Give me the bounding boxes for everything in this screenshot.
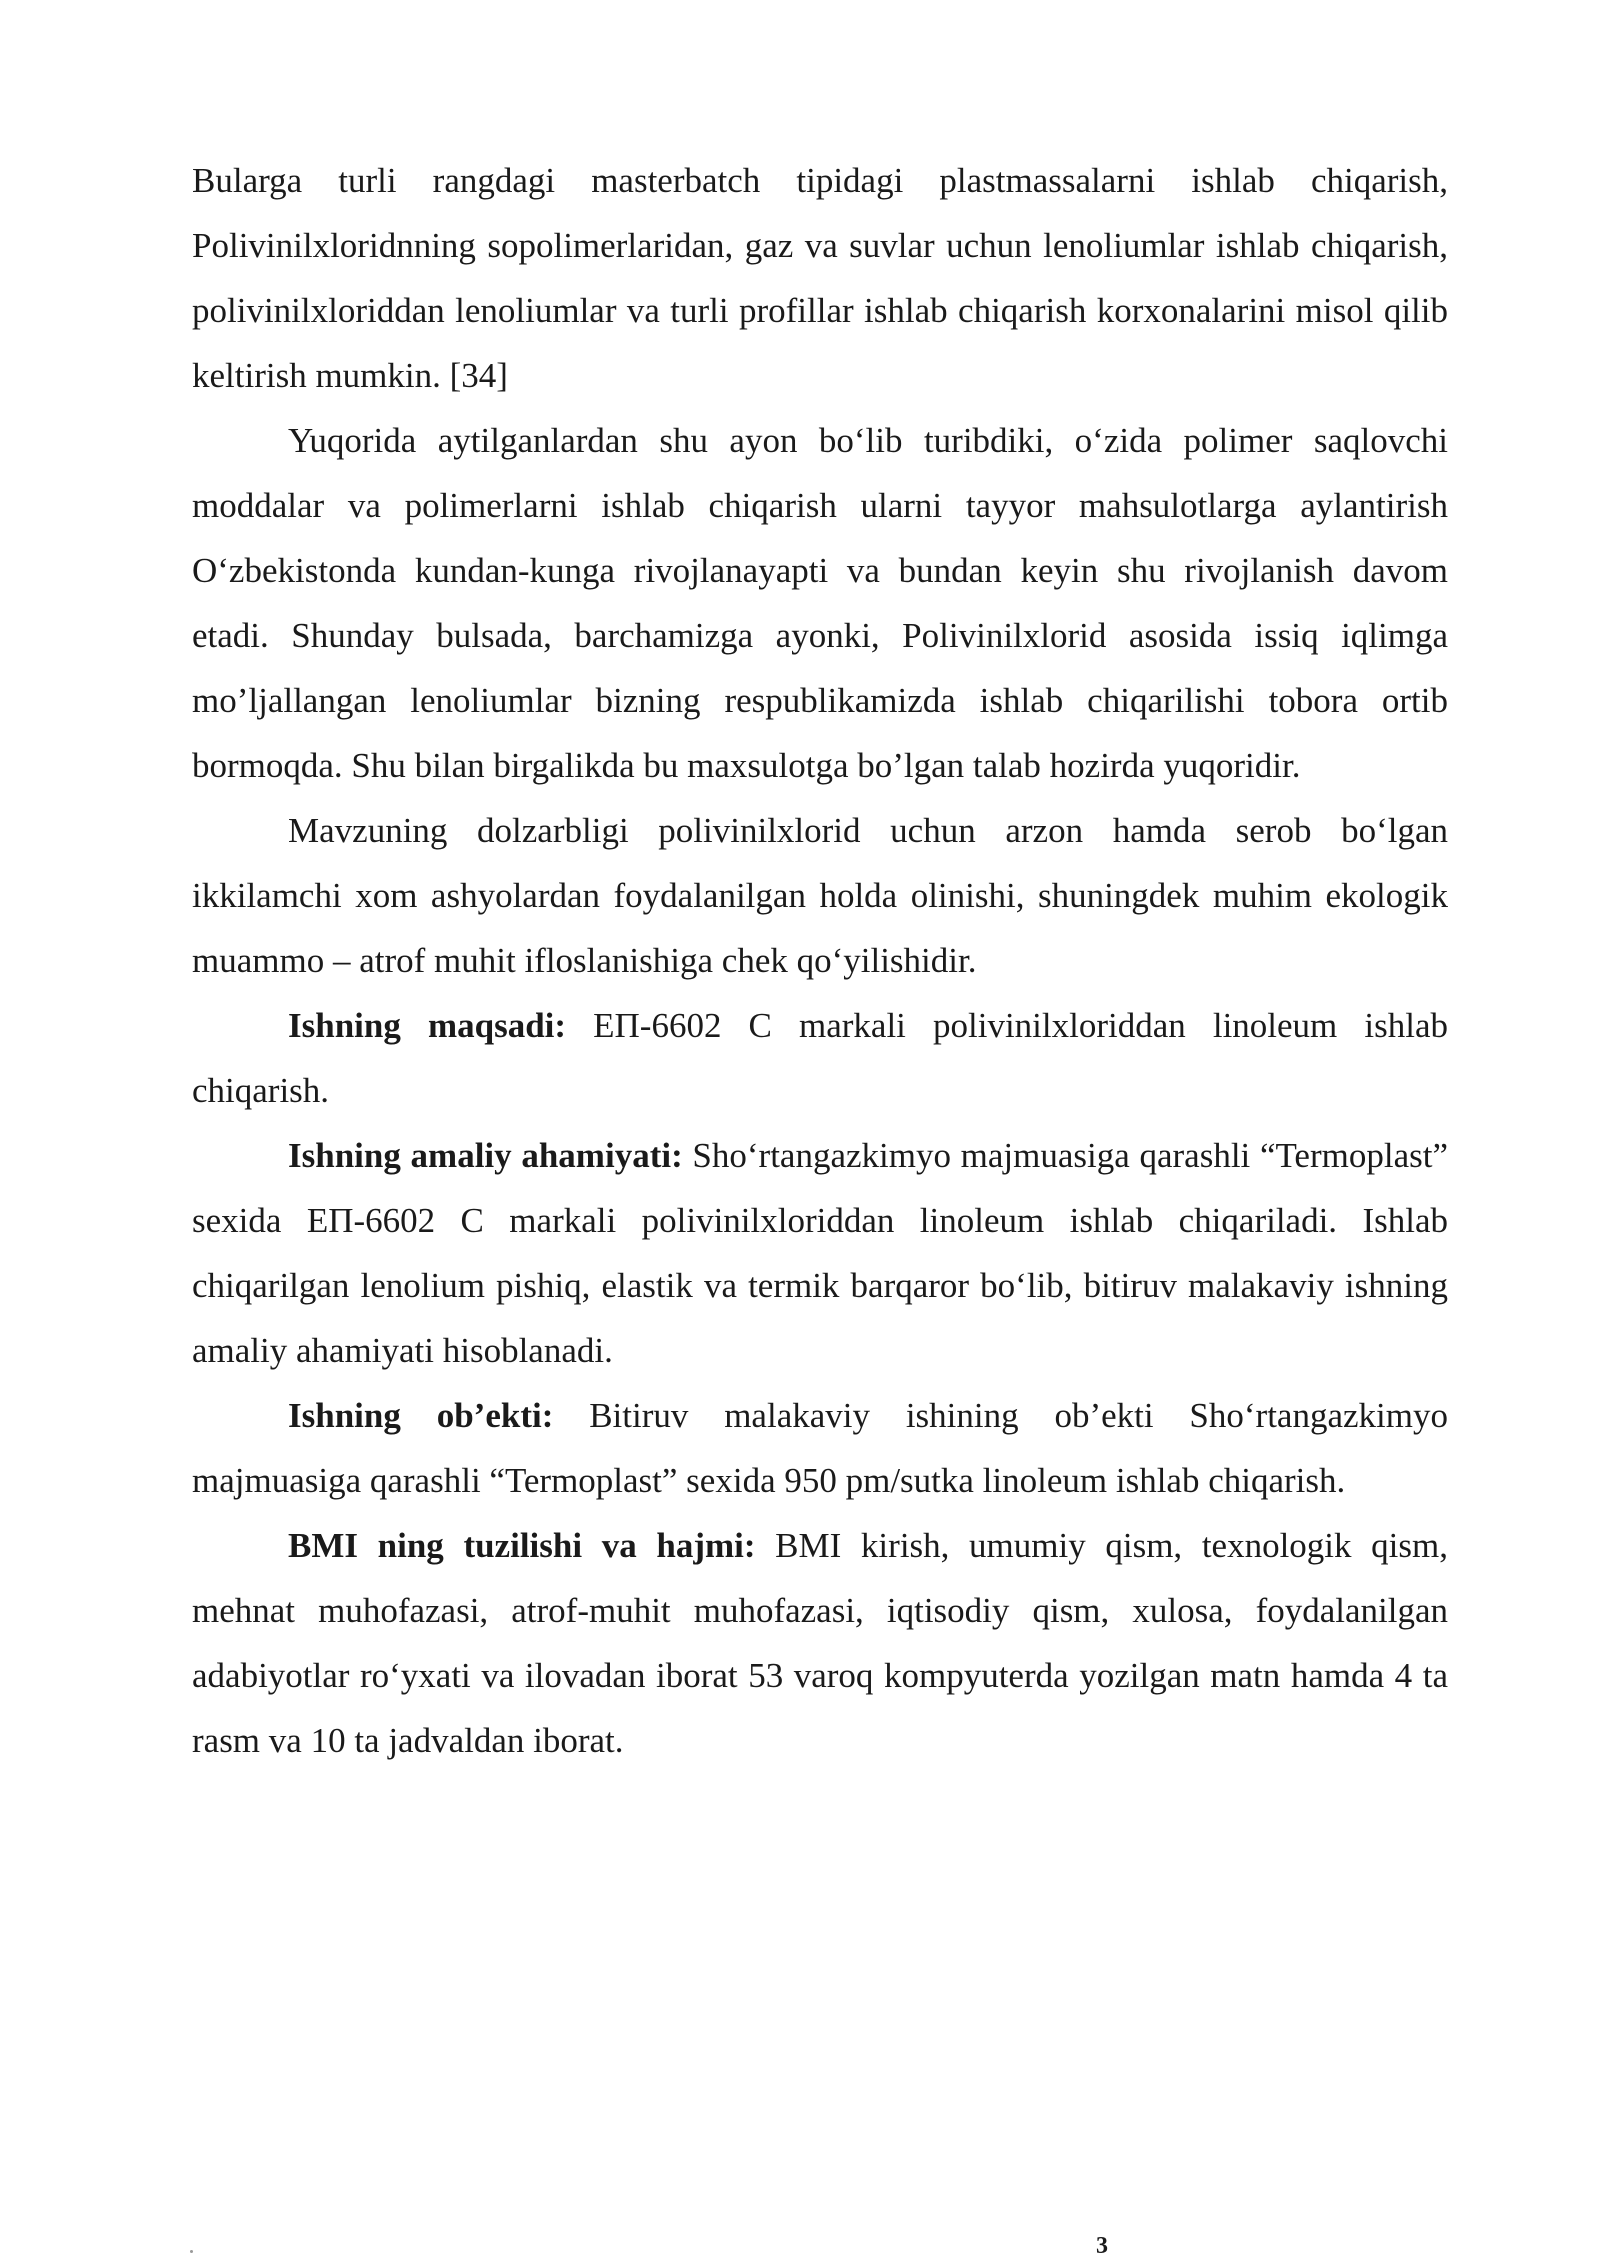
paragraph-text: Mavzuning dolzarbligi polivinilxlorid uchun arzon hamda serob bo‘lgan ikkilamchi xom ashyolardan foydalanilgan holda olinishi, shuningdek muhim ekologik muammo – atrof muhit ifloslanishiga chek qo‘yilishidir. xyxy=(192,811,1448,980)
paragraph-text: Bularga turli rangdagi masterbatch tipidagi plastmassalarni ishlab chiqarish, Polivinilxloridnning sopolimerlaridan, gaz va suvlar uchun lenoliumlar ishlab chiqarish, polivinilxloriddan lenoliumlar va turli profillar ishlab chiqarish korxonalarini misol qilib keltirish mumkin. [34] xyxy=(192,161,1448,395)
paragraph-practical-significance xyxy=(192,1123,1448,1383)
page-number: 3 xyxy=(1096,2233,1108,2259)
paragraph-object xyxy=(192,1383,1448,1513)
document-body xyxy=(192,148,1448,1773)
paragraph-lead: Ishning ob’ekti: xyxy=(288,1396,554,1435)
paragraph-text: Yuqorida aytilganlardan shu ayon bo‘lib turibdiki, o‘zida polimer saqlovchi moddalar va polimerlarni ishlab chiqarish ularni tayyor mahsulotlarga aylantirish O‘zbekistonda kundan-kunga rivojlanayapti va bundan keyin shu rivojlanish davom etadi. Shunday bulsada, barchamizga ayonki, Polivinilxlorid asosida issiq iqlimga mo’ljallangan lenoliumlar bizning respublikamizda ishlab chiqarilishi tobora ortib bormoqda. Shu bilan birgalikda bu maxsulotga bo’lgan talab hozirda yuqoridir. xyxy=(192,421,1448,785)
paragraph-goal xyxy=(192,993,1448,1123)
paragraph-text: Sho‘rtangazkimyo majmuasiga qarashli “Termoplast” sexida EП-6602 C markali polivinilxloriddan linoleum ishlab chiqariladi. Ishlab chiqarilgan lenolium pishiq, elastik va termik barqaror bo‘lib, bitiruv malakaviy ishning amaliy ahamiyati hisoblanadi. xyxy=(192,1136,1448,1370)
paragraph-lead: Ishning maqsadi: xyxy=(288,1006,567,1045)
paragraph-development xyxy=(192,408,1448,798)
paragraph-text: Bitiruv malakaviy ishining ob’ekti Sho‘rtangazkimyo majmuasiga qarashli “Termoplast” sexida 950 pm/sutka linoleum ishlab chiqarish. xyxy=(192,1396,1448,1500)
paragraph-structure xyxy=(192,1513,1448,1773)
paragraph-examples xyxy=(192,148,1448,408)
paragraph-text: BMI kirish, umumiy qism, texnologik qism, mehnat muhofazasi, atrof-muhit muhofazasi, iqtisodiy qism, xulosa, foydalanilgan adabiyotlar ro‘yxati va ilovadan iborat 53 varoq kompyuterda yozilgan matn hamda 4 ta rasm va 10 ta jadvaldan iborat. xyxy=(192,1526,1448,1760)
paragraph-relevance xyxy=(192,798,1448,993)
paragraph-text: EП-6602 C markali polivinilxloriddan linoleum ishlab chiqarish. xyxy=(192,1006,1448,1110)
paragraph-lead: Ishning amaliy ahamiyati: xyxy=(288,1136,683,1175)
corner-mark xyxy=(190,2250,193,2253)
paragraph-lead: BMI ning tuzilishi va hajmi: xyxy=(288,1526,756,1565)
